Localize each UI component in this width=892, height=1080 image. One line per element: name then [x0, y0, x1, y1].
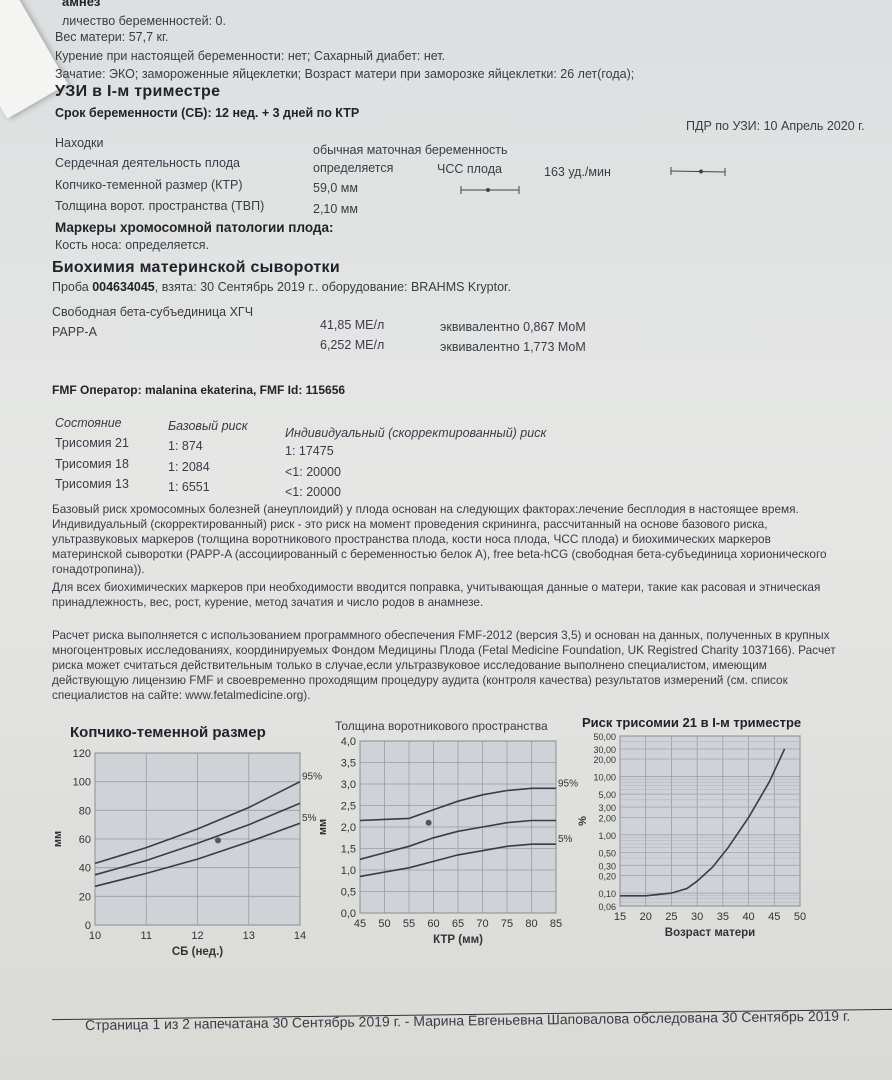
paragraph-line: многоцентровых исследованиях, координируемых Фондом Медицины Плода (Fetal Medicine Foundation, UK Registred Charity 1037166). Расчет [52, 643, 836, 657]
y-tick-label: 2,00 [598, 813, 616, 824]
heart-rate-label: ЧСС плода [437, 162, 502, 176]
y-tick-label: 0,0 [340, 908, 356, 920]
sample-info [52, 280, 511, 295]
fmf-operator: FMF Оператор: malanina ekaterina, FMF Id: 115656 [52, 383, 346, 397]
us-row-value: 59,0 мм [313, 181, 358, 195]
paragraph-line: Базовый риск хромосомных болезней (анеуплоидий) у плода основан на следующих факторах:лечение бесплодия в настоящее время. [52, 502, 799, 516]
paragraph-line: ультразвуковых маркеров (толщина воротникового пространства плода, кости носа плода, ЧСС плода) и биохимических маркеров [52, 532, 771, 546]
y-tick-label: 4,0 [340, 736, 356, 748]
y-tick-label: 40 [78, 862, 91, 875]
y-tick-label: 3,0 [340, 779, 356, 791]
x-tick-label: 70 [476, 918, 489, 930]
paragraph-line: гонадотропина)). [52, 562, 145, 576]
risk-base: 1: 2084 [168, 460, 210, 474]
y-tick-label: 120 [72, 748, 91, 760]
x-tick-label: 14 [293, 930, 307, 942]
y-tick-label: 0,10 [598, 889, 616, 900]
y-tick-label: 0,30 [598, 861, 616, 872]
plot-area [620, 736, 800, 906]
pregnancies-count: личество беременностей: 0. [62, 14, 226, 28]
paragraph-line: принадлежность, вес, рост, курение, метод зачатия и число родов в анамнезе. [52, 595, 484, 609]
correction-paragraph [52, 580, 820, 610]
markers-title: Маркеры хромосомной патологии плода: [55, 220, 334, 235]
y-tick-label: 0 [84, 920, 91, 932]
due-date: ПДР по УЗИ: 10 Апрель 2020 г. [686, 119, 865, 133]
biochem-title: Биохимия материнской сыворотки [52, 259, 340, 276]
x-axis-label: КТР (мм) [433, 934, 483, 946]
heart-rate-value: 163 уд./мин [544, 165, 611, 179]
y-tick-label: 20 [78, 891, 91, 904]
y-tick-label: 100 [72, 776, 91, 789]
y-tick-label: 30,00 [593, 744, 616, 755]
series-label: 5% [302, 813, 317, 825]
y-axis-label: мм [317, 818, 329, 836]
paragraph-line: действующую лицензию FMF и своевременно проходящим процедуру аудита (контроля качества) результатов измерений (см. список [52, 673, 788, 687]
us-row-label: Находки [55, 136, 104, 150]
t21-chart-title: Риск трисомии 21 в I-м триместре [582, 715, 802, 730]
x-tick-label: 60 [427, 918, 440, 930]
paragraph-line: Расчет риска выполняется с использованием программного обеспечения FMF-2012 (версия 3,5) и основан на данных, полученных в крупных [52, 628, 830, 642]
y-tick-label: 3,5 [340, 757, 356, 770]
us-row-label: Толщина ворот. пространства (ТВП) [55, 199, 265, 213]
us-row-label: Копчико-теменной размер (КТР) [55, 178, 243, 192]
col-base-risk: Базовый риск [168, 419, 248, 433]
software-paragraph [52, 628, 836, 703]
x-tick-label: 55 [402, 918, 416, 930]
x-tick-label: 80 [525, 918, 538, 930]
gestation-term: Срок беременности (СБ): 12 нед. + 3 дней по КТР [55, 106, 360, 120]
heart-rate-range-marker [668, 163, 728, 179]
series-label: 5% [558, 834, 573, 846]
y-tick-label: 3,00 [598, 803, 616, 814]
x-tick-label: 85 [549, 918, 563, 930]
smoking-diabetes: Курение при настоящей беременности: нет; Сахарный диабет: нет. [55, 49, 446, 63]
measurement-point [426, 820, 432, 826]
x-tick-label: 10 [88, 930, 102, 942]
y-tick-label: 60 [78, 834, 91, 846]
nt-chart-title: Толщина воротникового пространства [335, 719, 548, 733]
x-tick-label: 12 [191, 930, 204, 942]
y-tick-label: 0,20 [598, 871, 616, 882]
col-state: Состояние [55, 416, 122, 430]
risk-state: Трисомия 13 [55, 477, 129, 491]
risk-base: 1: 6551 [168, 480, 210, 494]
crl-range-marker [458, 182, 522, 198]
x-tick-label: 65 [451, 918, 465, 930]
section-fragment: амнез [62, 0, 101, 9]
y-tick-label: 2,5 [340, 800, 356, 813]
sample-prefix: Проба [52, 280, 93, 294]
y-tick-label: 20,00 [593, 755, 616, 766]
ultrasound-title: УЗИ в I-м триместре [55, 83, 221, 100]
y-axis-label: % [577, 816, 589, 826]
conception-info: Зачатие: ЭКО; замороженные яйцеклетки; Возраст матери при заморозке яйцеклетки: 26 лет(года); [55, 67, 635, 81]
biochem-mom: эквивалентно 1,773 МоМ [440, 340, 586, 354]
paragraph-line: риска может считаться действительным только в случае,если ультразвуковое исследование выполнено специалистом, имеющим [52, 658, 767, 672]
us-row-value: обычная маточная беременность [313, 143, 508, 157]
risk-individual: <1: 20000 [285, 485, 341, 499]
x-axis-label: СБ (нед.) [171, 946, 224, 958]
nasal-bone: Кость носа: определяется. [55, 238, 210, 252]
x-tick-label: 11 [140, 930, 152, 942]
risk-state: Трисомия 21 [55, 436, 129, 450]
risk-explanation-paragraph [52, 502, 827, 577]
x-tick-label: 50 [793, 911, 807, 923]
y-tick-label: 10,00 [593, 772, 616, 783]
y-tick-label: 1,5 [340, 843, 356, 856]
sample-id: 004634045 [92, 280, 155, 294]
series-label: 95% [302, 771, 323, 783]
x-tick-label: 20 [639, 911, 652, 923]
biochem-mom: эквивалентно 0,867 МоМ [440, 320, 586, 334]
crl-chart-title: Копчико-теменной размер [70, 724, 266, 741]
y-tick-label: 50,00 [593, 732, 616, 742]
measurement-point [215, 837, 221, 843]
nt-chart [317, 733, 585, 955]
y-axis-label: мм [52, 830, 64, 848]
paragraph-line: Индивидуальный (скорректированный) риск - это риск на момент проведения скрининга, рассчитанный на основе базового риска, [52, 517, 768, 531]
y-tick-label: 1,0 [340, 865, 356, 877]
x-axis-label: Возраст матери [664, 927, 756, 939]
x-tick-label: 45 [353, 918, 367, 930]
mother-weight: Вес матери: 57,7 кг. [55, 30, 169, 44]
risk-base: 1: 874 [168, 439, 203, 453]
us-row-label: Сердечная деятельность плода [55, 156, 240, 170]
x-tick-label: 45 [768, 911, 781, 923]
x-tick-label: 75 [500, 918, 514, 930]
series-label: 95% [558, 778, 579, 790]
x-tick-label: 15 [613, 911, 627, 923]
y-tick-label: 5,00 [598, 790, 616, 801]
page-footer: Страница 1 из 2 напечатана 30 Сентябрь 2019 г. - Марина Евгеньевна Шаповалова обследована 30 Сентябрь 2019 г. [84, 1007, 851, 1033]
biochem-label: PAPP-A [52, 325, 97, 339]
y-tick-label: 80 [78, 805, 91, 818]
y-tick-label: 0,50 [598, 848, 616, 859]
us-row-value: 2,10 мм [313, 202, 358, 216]
col-individual-risk: Индивидуальный (скорректированный) риск [285, 426, 547, 440]
x-tick-label: 30 [691, 911, 704, 923]
y-tick-label: 2,0 [340, 822, 356, 834]
paragraph-line: Для всех биохимических маркеров при необходимости вводится поправка, учитывающая данные о матери, такие как расовая и этническая [52, 580, 821, 594]
y-tick-label: 0,5 [340, 886, 356, 899]
x-tick-label: 13 [242, 930, 255, 942]
risk-individual: 1: 17475 [285, 444, 334, 458]
y-tick-label: 0,06 [598, 902, 616, 912]
biochem-value: 6,252 МЕ/л [320, 338, 385, 352]
x-tick-label: 25 [665, 911, 678, 923]
risk-individual: <1: 20000 [285, 465, 341, 479]
paragraph-line: специалистов на сайте: www.fetalmedicine.org). [52, 688, 311, 702]
t21-chart [570, 730, 815, 948]
us-row-value: определяется [313, 161, 394, 175]
risk-state: Трисомия 18 [55, 457, 129, 471]
crl-chart [50, 745, 325, 970]
paragraph-line: материнской сыворотки (PAPP-A (ассоциированный с беременностью белок А), free beta-hCG (свободная бета-субъединица хорионического [52, 547, 827, 561]
x-tick-label: 40 [742, 911, 755, 923]
x-tick-label: 50 [378, 918, 391, 930]
y-tick-label: 1,00 [598, 830, 616, 841]
biochem-value: 41,85 МЕ/л [320, 318, 385, 332]
sample-suffix: , взята: 30 Сентябрь 2019 г.. оборудование: BRAHMS Kryptor. [154, 280, 511, 294]
x-tick-label: 35 [716, 911, 729, 923]
biochem-label: Свободная бета-субъединица ХГЧ [52, 305, 254, 319]
